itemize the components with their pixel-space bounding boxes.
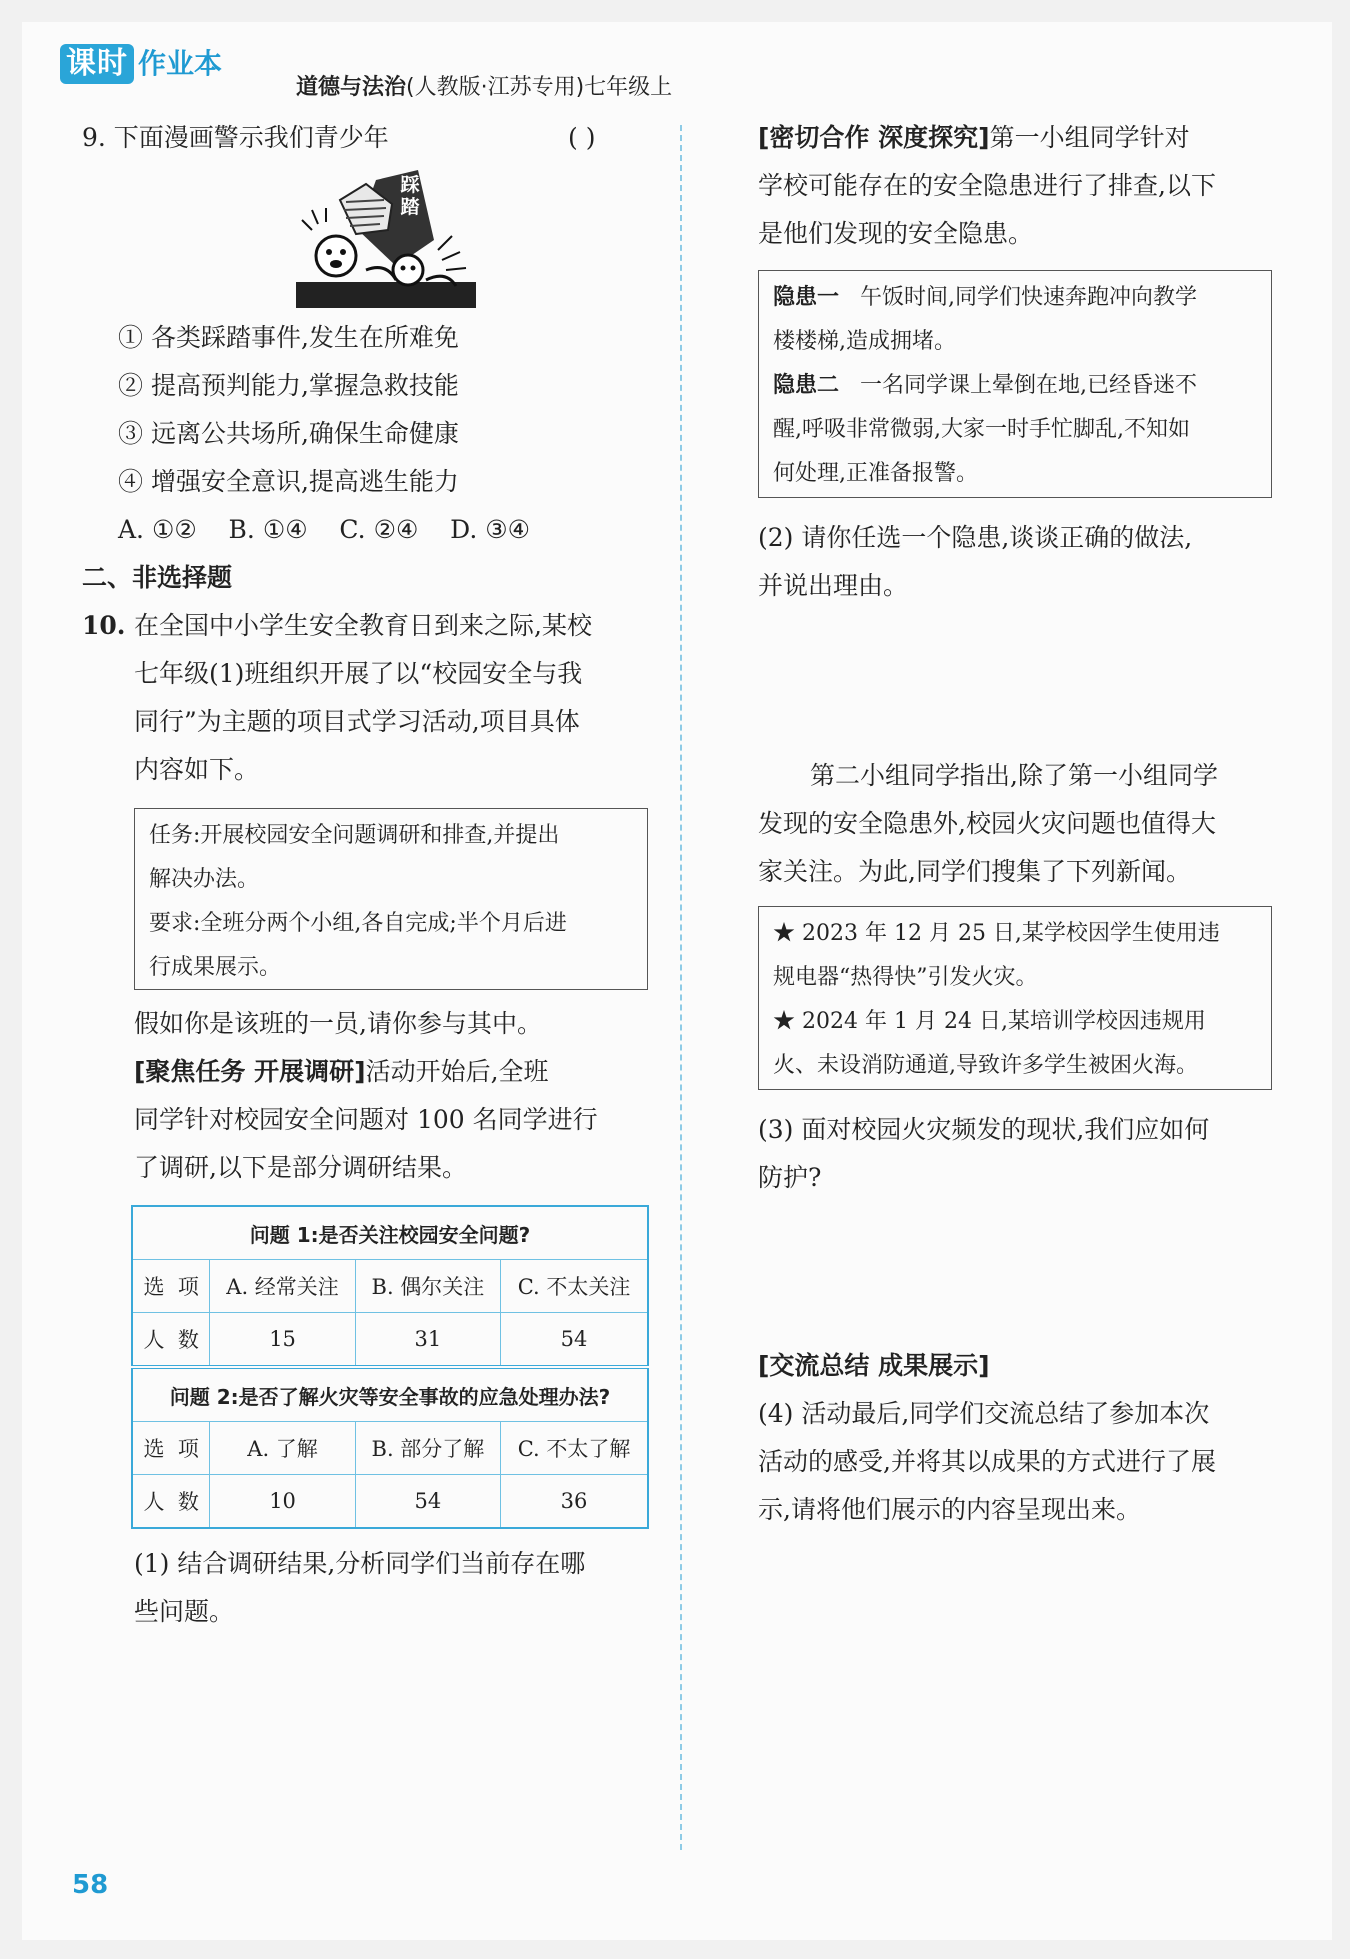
q2-count-b: 54 (355, 1475, 500, 1529)
q9-choices: A. ①② B. ①④ C. ②④ D. ③④ (118, 515, 531, 544)
focus-title: [聚焦任务 开展调研] (134, 1057, 366, 1086)
hazard-1-label: 隐患一 (773, 285, 840, 310)
summary-title: [交流总结 成果展示] (758, 1351, 990, 1380)
q1-option-a: A. 经常关注 (210, 1260, 355, 1313)
page-number: 58 (72, 1870, 109, 1900)
sub1-line-2: 些问题。 (134, 1597, 235, 1626)
q1-option-c: C. 不太关注 (501, 1260, 648, 1313)
q9-stem-text: 9. 下面漫画警示我们青少年 (82, 123, 389, 152)
task-box-line-4: 行成果展示。 (149, 955, 282, 980)
group2-line-3: 家关注。为此,同学们搜集了下列新闻。 (758, 857, 1191, 886)
stampede-cartoon-drawing (296, 170, 476, 308)
hazard-2-label: 隐患二 (773, 373, 840, 398)
q2-count-a: 10 (210, 1475, 355, 1529)
task-box-line-3: 要求:全班分两个小组,各自完成;半个月后进 (149, 911, 567, 936)
news-box (758, 906, 1272, 1090)
header-edition: (人教版·江苏专用)七年级上 (406, 75, 673, 100)
q1-count-a: 15 (210, 1313, 355, 1368)
hazard-1-line-2: 楼楼梯,造成拥堵。 (773, 329, 956, 354)
q1-options-row (132, 1260, 648, 1313)
q1-header: 问题 1:是否关注校园安全问题? (132, 1206, 648, 1260)
hazard-1-line-1: 午饭时间,同学们快速奔跑冲向教学 (860, 285, 1197, 310)
group2-line-1: 第二小组同学指出,除了第一小组同学 (810, 761, 1218, 790)
hazard-2-line-2: 醒,呼吸非常微弱,大家一时手忙脚乱,不知如 (773, 417, 1190, 442)
q1-option-b: B. 偶尔关注 (355, 1260, 500, 1313)
hazard-box (758, 270, 1272, 498)
q9-stem (82, 114, 389, 162)
q1-count-b: 31 (355, 1313, 500, 1368)
focus-line-2: 同学针对校园安全问题对 100 名同学进行 (134, 1105, 598, 1134)
stampede-cartoon (296, 170, 476, 308)
coop-title: [密切合作 深度探究] (758, 123, 990, 152)
q2-header: 问题 2:是否了解火灾等安全事故的应急处理办法? (132, 1367, 648, 1422)
news-1-line-1: ★ 2023 年 12 月 25 日,某学校因学生使用违 (773, 921, 1220, 946)
q1-option-label: 选 项 (132, 1260, 210, 1313)
sub3-line-2: 防护? (758, 1163, 822, 1192)
logo-main-text: 作业本 (138, 47, 223, 80)
sub1-line-1: (1) 结合调研结果,分析同学们当前存在哪 (134, 1549, 586, 1578)
q9-answer-paren: ( ) (568, 123, 596, 152)
q10-stem-line-2: 七年级(1)班组织开展了以“校园安全与我 (134, 659, 583, 688)
q9-option-2: ② 提高预判能力,掌握急救技能 (118, 371, 459, 400)
hazard-2-line-1: 一名同学课上晕倒在地,已经昏迷不 (860, 373, 1197, 398)
q2-header-row (132, 1367, 648, 1422)
news-2-line-1: ★ 2024 年 1 月 24 日,某培训学校因违规用 (773, 1009, 1206, 1034)
section-2-title: 二、非选择题 (82, 563, 233, 592)
coop-line-2: 学校可能存在的安全隐患进行了排查,以下 (758, 171, 1216, 200)
q9-option-4: ④ 增强安全意识,提高逃生能力 (118, 467, 459, 496)
sub3-line-1: (3) 面对校园火灾频发的现状,我们应如何 (758, 1115, 1210, 1144)
group2-line-2: 发现的安全隐患外,校园火灾问题也值得大 (758, 809, 1216, 838)
sub4-line-2: 活动的感受,并将其以成果的方式进行了展 (758, 1447, 1216, 1476)
q2-option-b: B. 部分了解 (355, 1422, 500, 1475)
brand-logo (60, 44, 222, 84)
q2-counts-row (132, 1475, 648, 1529)
q9-option-1: ① 各类踩踏事件,发生在所难免 (118, 323, 459, 352)
q2-option-label: 选 项 (132, 1422, 210, 1475)
hazard-2-line-3: 何处理,正准备报警。 (773, 461, 978, 486)
news-1-line-2: 规电器“热得快”引发火灾。 (773, 965, 1038, 990)
sub4-line-1: (4) 活动最后,同学们交流总结了参加本次 (758, 1399, 1210, 1428)
cartoon-caption: 踩踏 (400, 174, 420, 218)
sub2-line-1: (2) 请你任选一个隐患,谈谈正确的做法, (758, 523, 1193, 552)
q10-stem-line-4: 内容如下。 (134, 755, 260, 784)
q2-option-c: C. 不太了解 (501, 1422, 648, 1475)
logo-box: 课时 (60, 44, 134, 84)
q10-stem-line-3: 同行”为主题的项目式学习活动,项目具体 (134, 707, 580, 736)
column-divider (680, 125, 682, 1850)
news-2-line-2: 火、未设消防通道,导致许多学生被困火海。 (773, 1053, 1198, 1078)
q10-join-line: 假如你是该班的一员,请你参与其中。 (134, 1009, 542, 1038)
q1-counts-row (132, 1313, 648, 1368)
q1-header-row (132, 1206, 648, 1260)
q1-count-c: 54 (501, 1313, 648, 1368)
q10-stem-line-1: 在全国中小学生安全教育日到来之际,某校 (134, 611, 592, 640)
q2-option-a: A. 了解 (210, 1422, 355, 1475)
q2-count-c: 36 (501, 1475, 648, 1529)
task-box-line-1: 任务:开展校园安全问题调研和排查,并提出 (149, 823, 560, 848)
q10-number: 10. (82, 611, 126, 640)
sub2-line-2: 并说出理由。 (758, 571, 909, 600)
focus-line-3: 了调研,以下是部分调研结果。 (134, 1153, 467, 1182)
focus-line-1: 活动开始后,全班 (365, 1057, 549, 1086)
q2-options-row (132, 1422, 648, 1475)
hazard-1 (773, 275, 1197, 320)
q2-count-label: 人 数 (132, 1475, 210, 1529)
header-subtitle (296, 70, 672, 101)
task-box-line-2: 解决办法。 (149, 867, 260, 892)
focus-paragraph-line-1 (134, 1048, 549, 1096)
q9-option-3: ③ 远离公共场所,确保生命健康 (118, 419, 459, 448)
hazard-2 (773, 363, 1197, 408)
task-box (134, 808, 648, 990)
coop-paragraph-line-1 (758, 114, 1190, 162)
q1-count-label: 人 数 (132, 1313, 210, 1368)
coop-line-3: 是他们发现的安全隐患。 (758, 219, 1034, 248)
coop-line-1: 第一小组同学针对 (989, 123, 1190, 152)
sub4-line-3: 示,请将他们展示的内容呈现出来。 (758, 1495, 1141, 1524)
survey-table (131, 1205, 649, 1529)
header-subject: 道德与法治 (296, 75, 407, 100)
